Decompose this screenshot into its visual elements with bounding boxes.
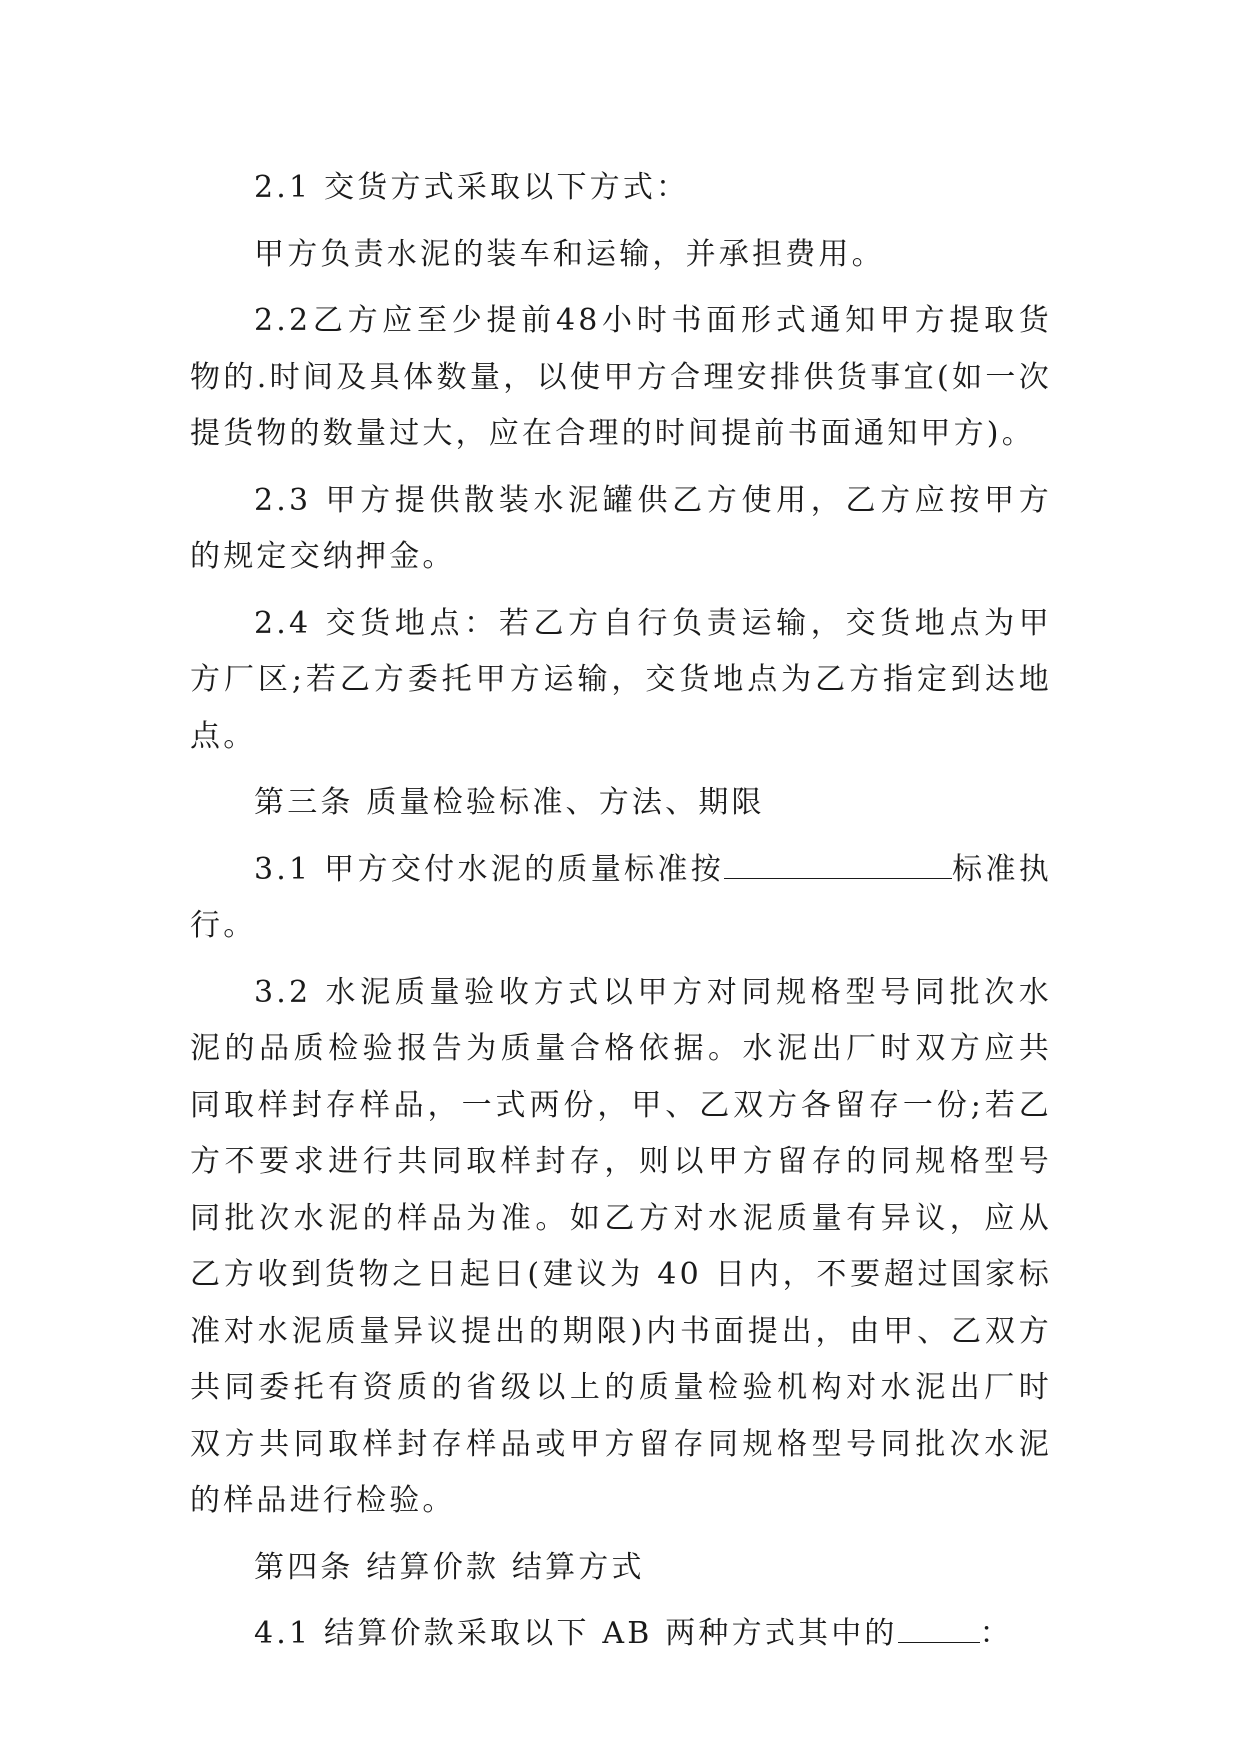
clause-4-1-text-b: ： [979, 1616, 1013, 1651]
article-4-heading: 第四条 结算价款 结算方式 [254, 1549, 645, 1585]
fill-in-blank-method [898, 1612, 980, 1643]
clause-3-2: 3.2 水泥质量验收方式以甲方对同规格型号同批次水泥的品质检验报告为质量合格依据。水泥出厂时双方应共同取样封存样品，一式两份，甲、乙双方各留存一份;若乙方不要求进行共同取样封存，则以甲方留存的同规格型号同批次水泥的样品为准。如乙方对水泥质量有异议，应从乙方收到货物之日起日(建议为 40 日内，不要超过国家标准对水泥质量异议提出的期限)内书面提出，由甲、乙双方共同委托有资质的省级以上的质量检验机构对水泥出厂时双方共同取样封存样品或甲方留存同规格型号同批次水泥的样品进行检验。 [190, 974, 1052, 1518]
clause-2-3: 2.3 甲方提供散装水泥罐供乙方使用，乙方应按甲方的规定交纳押金。 [190, 482, 1052, 574]
clause-3-1-text-b: 标准执行。 [190, 851, 1052, 943]
clause-4-1 [190, 1606, 1052, 1663]
clause-3-1 [190, 842, 1052, 955]
clause-3-1-text-a: 3.1 甲方交付水泥的质量标准按 [254, 851, 725, 887]
clause-2-1-detail: 甲方负责水泥的装车和运输，并承担费用。 [254, 236, 885, 272]
clause-2-1: 2.1 交货方式采取以下方式： [254, 170, 690, 205]
clause-4-1-text-a: 4.1 结算价款采取以下 AB 两种方式其中的 [254, 1616, 898, 1651]
clause-2-4: 2.4 交货地点：若乙方自行负责运输，交货地点为甲方厂区;若乙方委托甲方运输，交货地点为乙方指定到达地点。 [190, 605, 1052, 754]
article-3-heading: 第三条 质量检验标准、方法、期限 [254, 785, 765, 820]
fill-in-blank-standard [724, 848, 952, 879]
clause-2-2: 2.2乙方应至少提前48小时书面形式通知甲方提取货物的.时间及具体数量，以使甲方合理安排供货事宜(如一次提货物的数量过大，应在合理的时间提前书面通知甲方)。 [190, 303, 1052, 451]
document-body [190, 160, 1052, 1673]
